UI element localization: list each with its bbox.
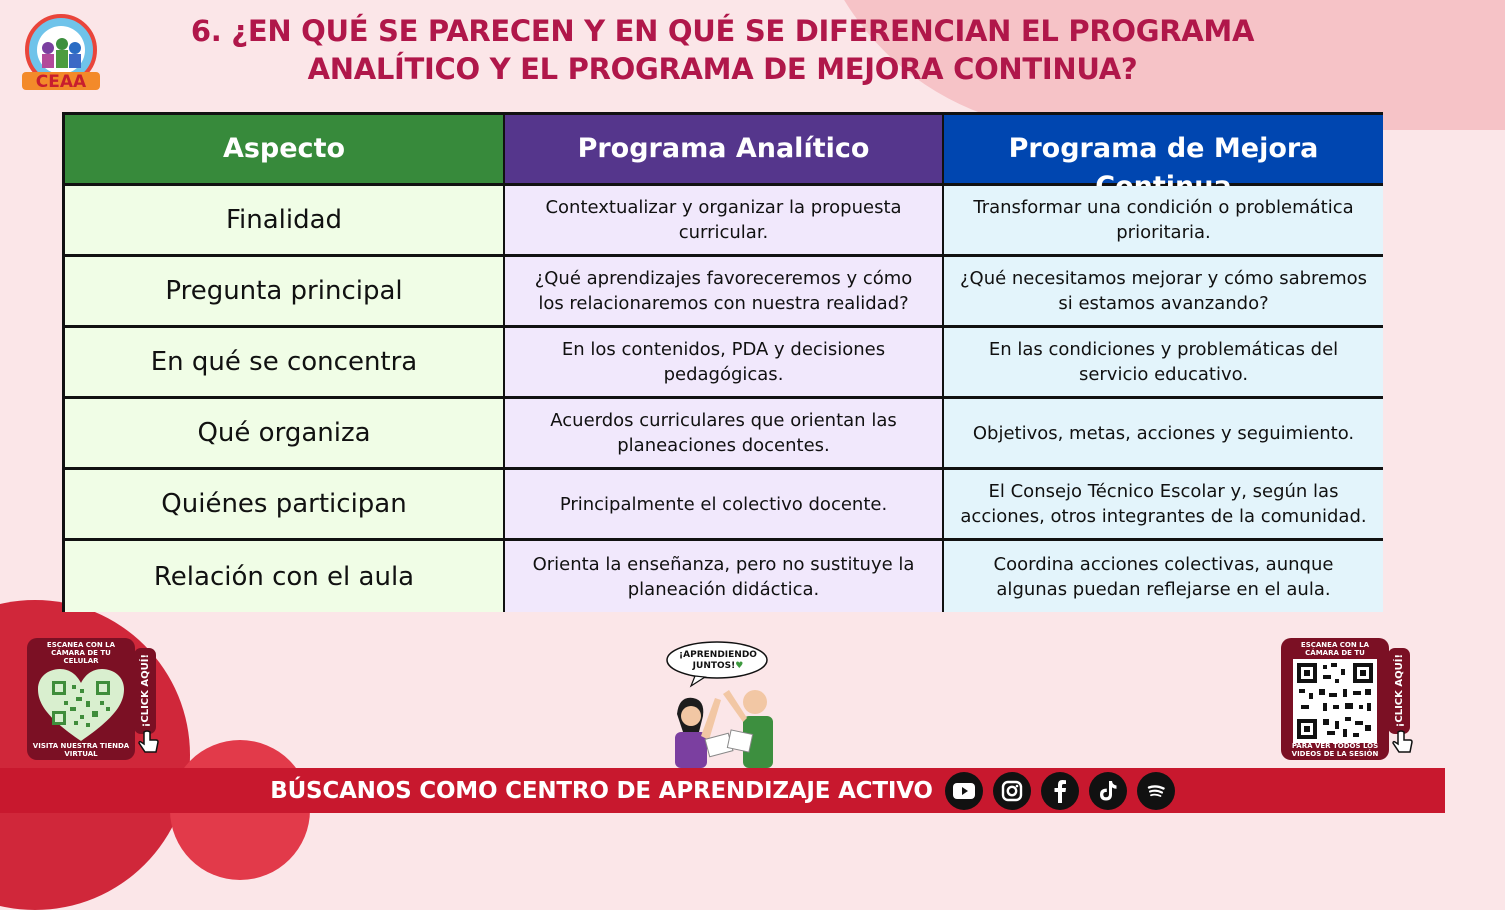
title-line-1: 6. ¿EN QUÉ SE PARECEN Y EN QUÉ SE DIFERENCIAN EL PROGRAMA: [190, 14, 1255, 48]
ceaa-logo: [18, 14, 104, 92]
qr-code: [1293, 659, 1377, 743]
videos-qr-card[interactable]: [1281, 638, 1389, 760]
footer-text: BÚSCANOS COMO CENTRO DE APRENDIZAJE ACTIVO: [270, 777, 933, 804]
tiktok-icon[interactable]: [1089, 772, 1127, 810]
pointer-hand-icon: [1390, 728, 1418, 756]
click-here-button[interactable]: ¡CLICK AQUÍ!: [134, 648, 156, 734]
svg-text:CEAA: CEAA: [35, 72, 87, 92]
qr-caption: PARA VER TODOS LOS VIDEOS DE LA SESIÓN: [1291, 742, 1379, 758]
row-analitico: Principalmente el colectivo docente.: [505, 470, 944, 541]
qr-instruction: ESCANEA CON LA CÁMARA DE TU CELULAR: [46, 641, 116, 665]
qr-caption: VISITA NUESTRA TIENDA VIRTUAL: [32, 742, 130, 758]
row-aspect: Relación con el aula: [65, 541, 505, 612]
page-title: [160, 12, 1285, 88]
row-mejora: Coordina acciones colectivas, aunque algunas puedan reflejarse en el aula.: [944, 541, 1383, 612]
row-analitico: Orienta la enseñanza, pero no sustituye la planeación didáctica.: [505, 541, 944, 612]
click-here-button[interactable]: ¡CLICK AQUÍ!: [1388, 648, 1410, 734]
row-mejora: ¿Qué necesitamos mejorar y cómo sabremos si estamos avanzando?: [944, 257, 1383, 328]
header-programa-mejora: Programa de Mejora: [944, 115, 1383, 186]
row-analitico: Contextualizar y organizar la propuesta curricular.: [505, 186, 944, 257]
social-icons: [945, 772, 1175, 810]
row-mejora: En las condiciones y problemáticas del servicio educativo.: [944, 328, 1383, 399]
row-analitico: ¿Qué aprendizajes favoreceremos y cómo los relacionaremos con nuestra realidad?: [505, 257, 944, 328]
qr-instruction: ESCANEA CON LA CÁMARA DE TU: [1300, 641, 1370, 657]
row-mejora: Objetivos, metas, acciones y seguimiento.: [944, 399, 1383, 470]
facebook-icon[interactable]: [1041, 772, 1079, 810]
instagram-icon[interactable]: [993, 772, 1031, 810]
heart-qr-code: [36, 667, 126, 743]
spotify-icon[interactable]: [1137, 772, 1175, 810]
row-aspect: Pregunta principal: [65, 257, 505, 328]
row-analitico: Acuerdos curriculares que orientan las planeaciones docentes.: [505, 399, 944, 470]
pointer-hand-icon: [136, 728, 164, 756]
title-line-2: ANALÍTICO Y EL PROGRAMA DE MEJORA CONTINUA?: [307, 52, 1138, 86]
row-aspect: En qué se concentra: [65, 328, 505, 399]
row-aspect: Qué organiza: [65, 399, 505, 470]
footer-bar: [0, 768, 1445, 813]
comparison-table: [62, 112, 1383, 612]
header-aspecto: Aspecto: [65, 115, 505, 186]
header-programa-analitico: Programa Analítico: [505, 115, 944, 186]
row-aspect: Finalidad: [65, 186, 505, 257]
row-analitico: En los contenidos, PDA y decisiones pedagógicas.: [505, 328, 944, 399]
store-qr-card[interactable]: [27, 638, 135, 760]
row-aspect: Quiénes participan: [65, 470, 505, 541]
speech-bubble: ¡APRENDIENDO JUNTOS!♥: [679, 650, 757, 671]
heart-icon: ♥: [735, 661, 744, 671]
youtube-icon[interactable]: [945, 772, 983, 810]
row-mejora: El Consejo Técnico Escolar y, según las acciones, otros integrantes de la comunidad.: [944, 470, 1383, 541]
row-mejora: Transformar una condición o problemática prioritaria.: [944, 186, 1383, 257]
